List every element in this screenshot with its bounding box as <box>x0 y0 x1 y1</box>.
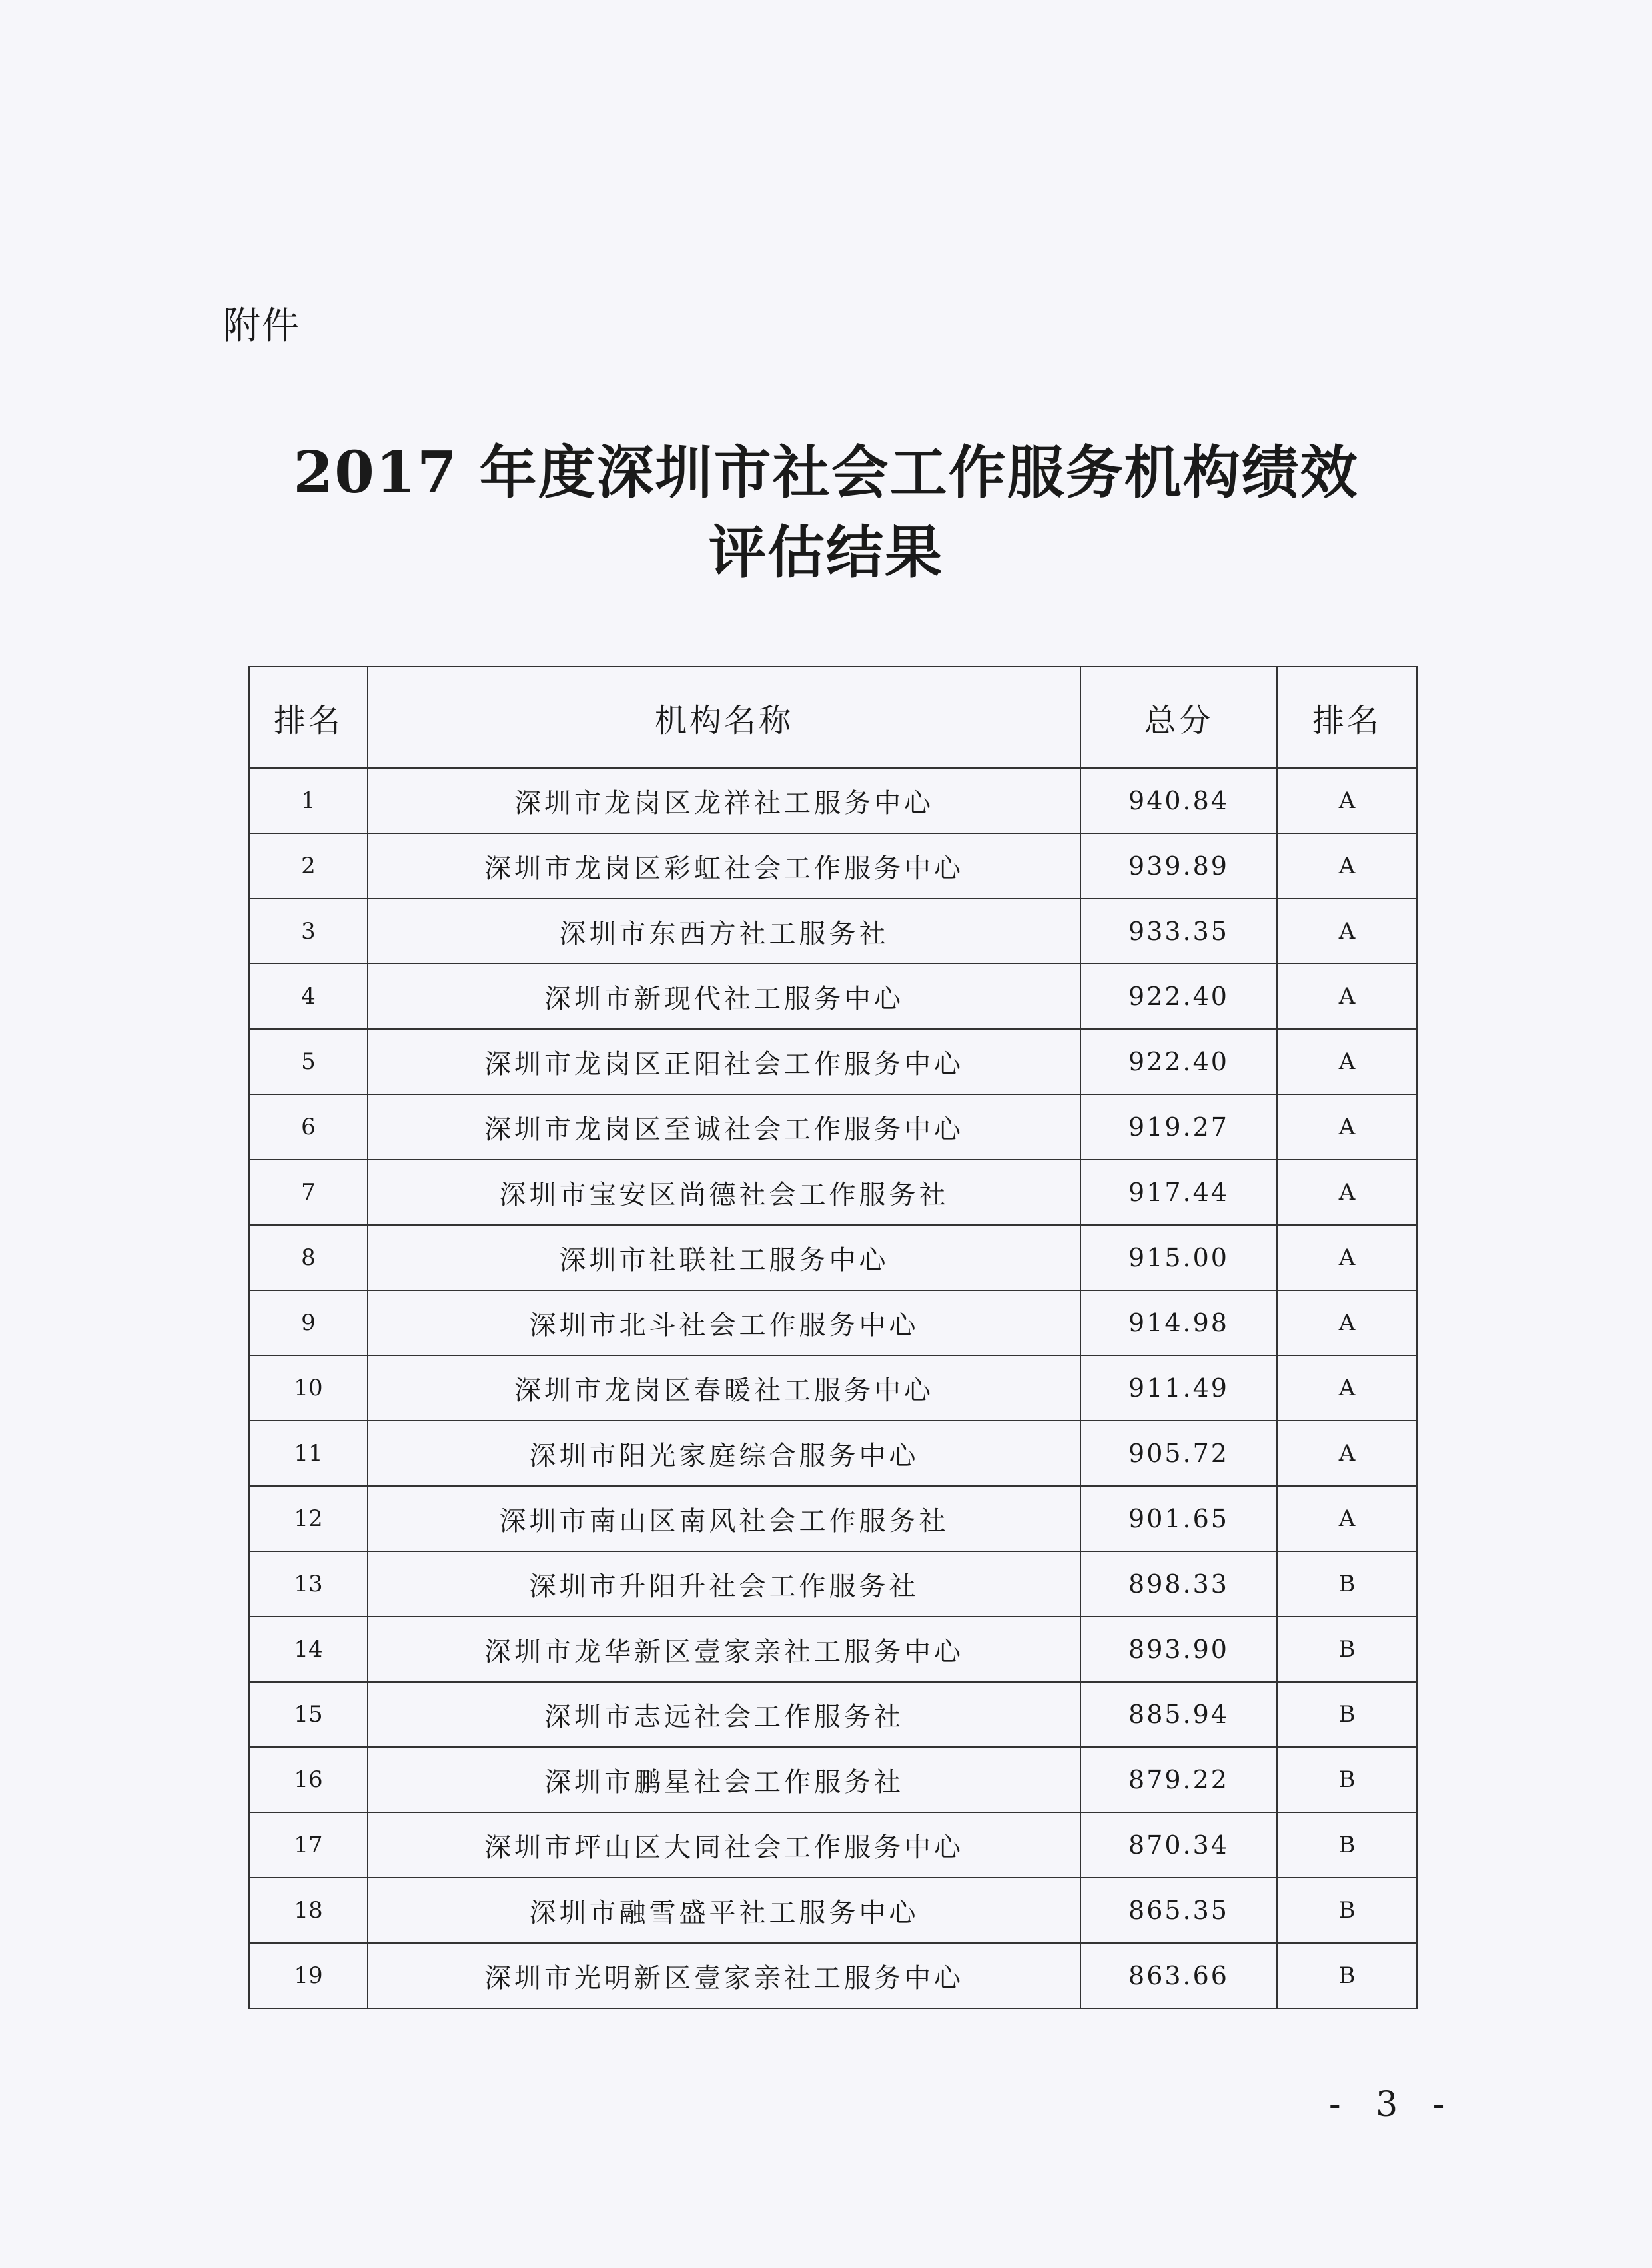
total-score-cell: 940.84 <box>1080 768 1277 833</box>
grade-cell: A <box>1277 1355 1417 1421</box>
grade-cell: B <box>1277 1617 1417 1682</box>
organization-name-cell: 深圳市龙岗区春暖社工服务中心 <box>368 1355 1080 1421</box>
total-score-cell: 933.35 <box>1080 899 1277 964</box>
total-score-cell: 879.22 <box>1080 1747 1277 1812</box>
organization-name-cell: 深圳市宝安区尚德社会工作服务社 <box>368 1160 1080 1225</box>
table-row <box>249 1617 1417 1682</box>
grade-cell: A <box>1277 1486 1417 1551</box>
rank-cell: 9 <box>249 1290 368 1355</box>
organization-name-cell: 深圳市北斗社会工作服务中心 <box>368 1290 1080 1355</box>
table-header-row <box>249 667 1417 768</box>
table-row <box>249 1682 1417 1747</box>
grade-cell: B <box>1277 1682 1417 1747</box>
table-row <box>249 1225 1417 1290</box>
organization-name-cell: 深圳市南山区南风社会工作服务社 <box>368 1486 1080 1551</box>
grade-cell: A <box>1277 899 1417 964</box>
table-row <box>249 1160 1417 1225</box>
total-score-cell: 905.72 <box>1080 1421 1277 1486</box>
total-score-cell: 917.44 <box>1080 1160 1277 1225</box>
grade-cell: A <box>1277 1290 1417 1355</box>
rank-cell: 7 <box>249 1160 368 1225</box>
rank-cell: 11 <box>249 1421 368 1486</box>
organization-name-cell: 深圳市社联社工服务中心 <box>368 1225 1080 1290</box>
attachment-label: 附件 <box>223 304 300 348</box>
organization-name-cell: 深圳市升阳升社会工作服务社 <box>368 1551 1080 1617</box>
total-score-cell: 919.27 <box>1080 1094 1277 1160</box>
rank-cell: 13 <box>249 1551 368 1617</box>
grade-cell: A <box>1277 1421 1417 1486</box>
rank-cell: 19 <box>249 1943 368 2008</box>
grade-cell: A <box>1277 1160 1417 1225</box>
grade-cell: A <box>1277 833 1417 899</box>
results-table <box>248 666 1418 2009</box>
total-score-cell: 863.66 <box>1080 1943 1277 2008</box>
organization-name-cell: 深圳市志远社会工作服务社 <box>368 1682 1080 1747</box>
rank-cell: 17 <box>249 1812 368 1878</box>
organization-name-cell: 深圳市光明新区壹家亲社工服务中心 <box>368 1943 1080 2008</box>
grade-cell: B <box>1277 1943 1417 2008</box>
column-header-rank: 排名 <box>249 667 368 768</box>
table-row <box>249 833 1417 899</box>
column-header-total-score: 总分 <box>1080 667 1277 768</box>
table-row <box>249 1486 1417 1551</box>
table-row <box>249 1812 1417 1878</box>
rank-cell: 4 <box>249 964 368 1029</box>
total-score-cell: 922.40 <box>1080 964 1277 1029</box>
rank-cell: 18 <box>249 1878 368 1943</box>
organization-name-cell: 深圳市龙岗区龙祥社工服务中心 <box>368 768 1080 833</box>
rank-cell: 16 <box>249 1747 368 1812</box>
organization-name-cell: 深圳市鹏星社会工作服务社 <box>368 1747 1080 1812</box>
total-score-cell: 915.00 <box>1080 1225 1277 1290</box>
grade-cell: B <box>1277 1747 1417 1812</box>
grade-cell: B <box>1277 1878 1417 1943</box>
table-row <box>249 899 1417 964</box>
rank-cell: 6 <box>249 1094 368 1160</box>
grade-cell: A <box>1277 964 1417 1029</box>
total-score-cell: 870.34 <box>1080 1812 1277 1878</box>
rank-cell: 8 <box>249 1225 368 1290</box>
column-header-grade: 排名 <box>1277 667 1417 768</box>
rank-cell: 5 <box>249 1029 368 1094</box>
table-row <box>249 1747 1417 1812</box>
table-row <box>249 1029 1417 1094</box>
rank-cell: 12 <box>249 1486 368 1551</box>
table-row <box>249 1355 1417 1421</box>
total-score-cell: 865.35 <box>1080 1878 1277 1943</box>
total-score-cell: 901.65 <box>1080 1486 1277 1551</box>
rank-cell: 3 <box>249 899 368 964</box>
organization-name-cell: 深圳市阳光家庭综合服务中心 <box>368 1421 1080 1486</box>
grade-cell: A <box>1277 1029 1417 1094</box>
organization-name-cell: 深圳市坪山区大同社会工作服务中心 <box>368 1812 1080 1878</box>
total-score-cell: 914.98 <box>1080 1290 1277 1355</box>
grade-cell: A <box>1277 1094 1417 1160</box>
table-body <box>249 768 1417 2008</box>
table-row <box>249 1551 1417 1617</box>
table-row <box>249 964 1417 1029</box>
total-score-cell: 885.94 <box>1080 1682 1277 1747</box>
table-row <box>249 1943 1417 2008</box>
grade-cell: B <box>1277 1812 1417 1878</box>
rank-cell: 10 <box>249 1355 368 1421</box>
organization-name-cell: 深圳市龙岗区彩虹社会工作服务中心 <box>368 833 1080 899</box>
column-header-organization-name: 机构名称 <box>368 667 1080 768</box>
organization-name-cell: 深圳市融雪盛平社工服务中心 <box>368 1878 1080 1943</box>
total-score-cell: 911.49 <box>1080 1355 1277 1421</box>
grade-cell: A <box>1277 768 1417 833</box>
table-row <box>249 1878 1417 1943</box>
document-title <box>0 433 1652 593</box>
grade-cell: B <box>1277 1551 1417 1617</box>
rank-cell: 2 <box>249 833 368 899</box>
organization-name-cell: 深圳市龙华新区壹家亲社工服务中心 <box>368 1617 1080 1682</box>
organization-name-cell: 深圳市龙岗区至诚社会工作服务中心 <box>368 1094 1080 1160</box>
organization-name-cell: 深圳市东西方社工服务社 <box>368 899 1080 964</box>
total-score-cell: 939.89 <box>1080 833 1277 899</box>
organization-name-cell: 深圳市新现代社工服务中心 <box>368 964 1080 1029</box>
total-score-cell: 893.90 <box>1080 1617 1277 1682</box>
table-row <box>249 1094 1417 1160</box>
page-number: - 3 - <box>1329 2085 1457 2125</box>
table-row <box>249 1421 1417 1486</box>
total-score-cell: 898.33 <box>1080 1551 1277 1617</box>
rank-cell: 1 <box>249 768 368 833</box>
total-score-cell: 922.40 <box>1080 1029 1277 1094</box>
organization-name-cell: 深圳市龙岗区正阳社会工作服务中心 <box>368 1029 1080 1094</box>
table-row <box>249 768 1417 833</box>
document-title-line-2: 评估结果 <box>709 519 943 586</box>
grade-cell: A <box>1277 1225 1417 1290</box>
table-row <box>249 1290 1417 1355</box>
rank-cell: 15 <box>249 1682 368 1747</box>
rank-cell: 14 <box>249 1617 368 1682</box>
document-title-line-1: 2017 年度深圳市社会工作服务机构绩效 <box>293 439 1359 506</box>
